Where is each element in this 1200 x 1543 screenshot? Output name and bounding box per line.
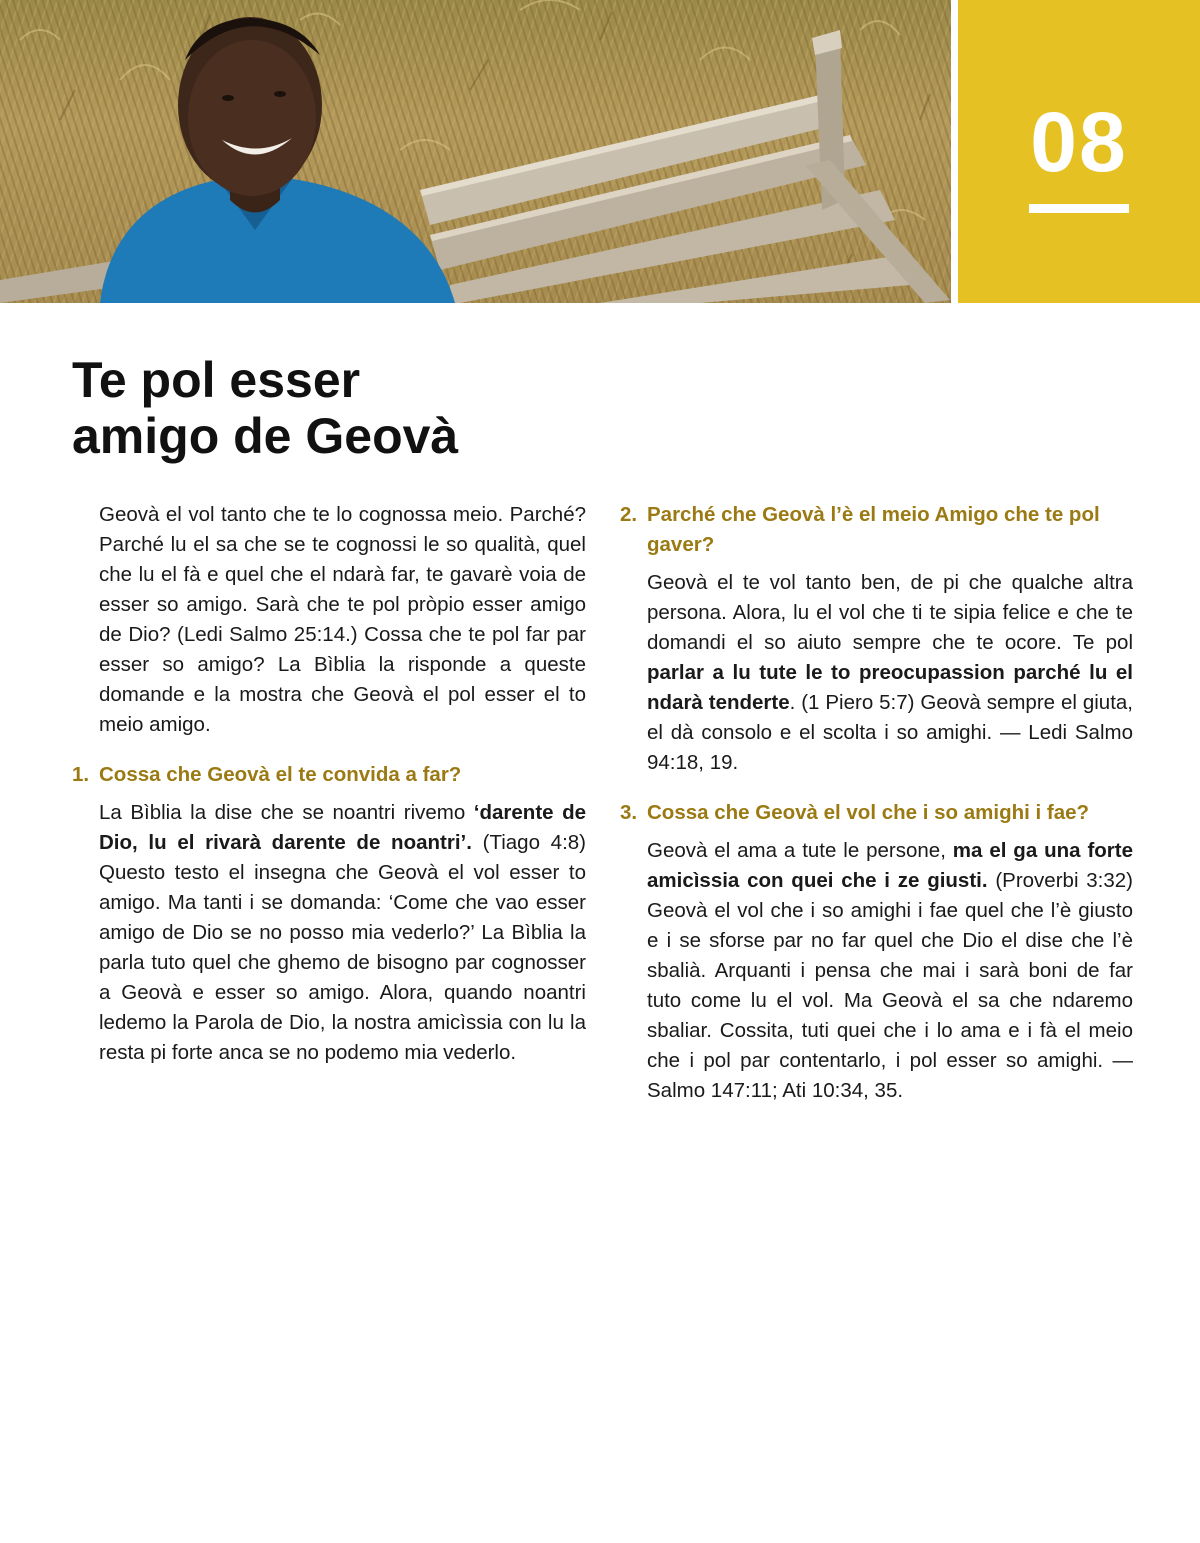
title-line-2: amigo de Geovà [72, 408, 459, 464]
answer-1 [72, 798, 586, 1068]
left-column [72, 500, 586, 1068]
question-2 [620, 500, 1133, 560]
page-title [72, 352, 672, 464]
question-1-number: 1. [72, 763, 90, 786]
answer-3-emphasis: ma el ga una forte amicìssia con quei che i ze giusti. [647, 839, 1134, 892]
answer-1-emphasis: ‘darente de Dio, lu el rivarà darente de noantri’. [99, 801, 586, 854]
question-3-text: Cossa che Geovà el vol che i so amighi i fae? [647, 801, 1090, 824]
question-3 [620, 798, 1133, 828]
answer-1-rest: (Tiago 4:8) Questo testo el insegna che Geovà el vol esser to amigo. Ma tanti i se domanda: ‘Come che vao esser amigo de Dio se no posso mia vederlo?’ La Bìblia la parla tuto quel che ghemo de bisogno par cognosser a Geovà e esser so amigo. Alora, quando noantri ledemo la Parola de Dio, la nostra amicìssia con lu la resta pi forte anca se no podemo mia vederlo. [99, 831, 586, 1064]
question-1 [72, 760, 586, 790]
chapter-number: 08 [1030, 95, 1128, 189]
answer-3 [620, 836, 1133, 1106]
person [100, 17, 455, 303]
chapter-badge [958, 0, 1200, 303]
question-1-text: Cossa che Geovà el te convida a far? [99, 763, 462, 786]
photo-illustration [0, 0, 951, 303]
right-column [620, 500, 1133, 1106]
header-photo [0, 0, 951, 303]
question-3-number: 3. [620, 801, 638, 824]
answer-2-text: Geovà el te vol tanto ben, de pi che qualche altra persona. Alora, lu el vol che ti te sipia felice e che te domandi el so aiuto sempre che te ocore. Te pol [647, 571, 1133, 654]
answer-1-text: La Bìblia la dise che se noantri rivemo [99, 801, 474, 824]
title-line-1: Te pol esser [72, 352, 361, 408]
answer-2 [620, 568, 1133, 778]
question-2-text: Parché che Geovà l’è el meio Amigo che te pol gaver? [647, 503, 1100, 556]
intro-paragraph: Geovà el vol tanto che te lo cognossa meio. Parché? Parché lu el sa che se te cognossi le so qualità, quel che lu el fà e quel che el ndarà far, te gavarè voia de esser so amigo. Sarà che te pol pròpio esser amigo de Dio? (Ledi Salmo 25:14.) Cossa che te pol far par esser so amigo? La Bìblia la risponde a queste domande e la mostra che Geovà el pol esser el to meio amigo. [99, 503, 586, 736]
question-2-number: 2. [620, 503, 638, 526]
answer-2-rest: . (1 Piero 5:7) Geovà sempre el giuta, el dà consolo e el scolta i so amighi. — Ledi Salmo 94:18, 19. [647, 691, 1133, 774]
answer-3-rest: (Proverbi 3:32) Geovà el vol che i so amighi i fae quel che l’è giusto e i se sforse par no far quel che Dio el dise che l’è sbalià. Arquanti i pensa che mai i sarà boni de far tuto come lu el vol. Ma Geovà el sa che ndaremo sbaliar. Cossita, tuti quei che i lo ama e i fà el meio che i pol par contentarlo, i pol esser so amighi. — Salmo 147:11; Ati 10:34, 35. [647, 869, 1133, 1102]
answer-3-text: Geovà el ama a tute le persone, [647, 839, 953, 862]
chapter-underline [1029, 204, 1129, 213]
answer-2-emphasis: parlar a lu tute le to preocupassion parché lu el ndarà tenderte [647, 661, 1133, 714]
